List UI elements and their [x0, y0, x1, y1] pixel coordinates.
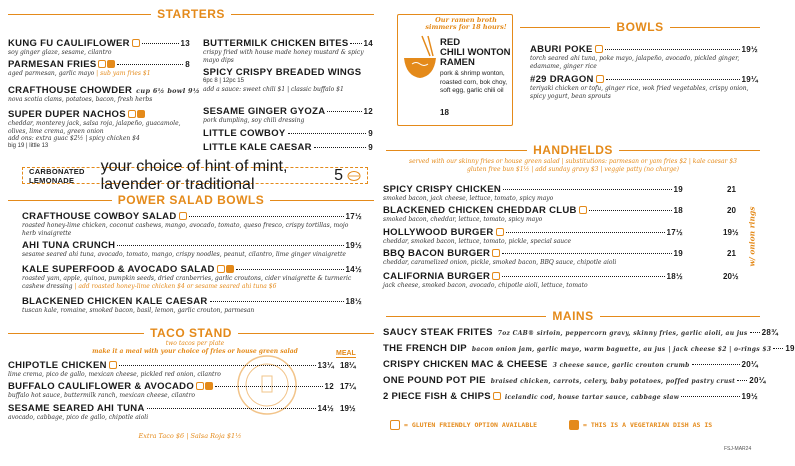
power-header — [8, 193, 374, 207]
item-name: CHIPOTLE CHICKEN — [8, 360, 107, 371]
menu-item — [383, 359, 758, 370]
menu-item — [8, 38, 190, 57]
menu-item — [383, 343, 795, 354]
item-price: 13¼ — [317, 361, 334, 370]
lemonade-price: 5 — [334, 166, 343, 184]
ramen-price: 18 — [440, 108, 449, 117]
menu-item — [8, 59, 190, 78]
item-name: BUFFALO CAULIFLOWER & AVOCADO — [8, 381, 195, 392]
item-name: ABURI POKE — [530, 44, 593, 55]
taco-meal-note: make it a meal with your choice of fries or house green salad — [92, 348, 298, 355]
gf-icon — [579, 206, 587, 214]
item-name: HOLLYWOOD BURGER — [383, 227, 494, 238]
menu-item — [530, 74, 758, 100]
gf-icon — [390, 420, 400, 430]
gf-icon — [595, 45, 603, 53]
menu-item — [22, 240, 362, 259]
starters-header — [8, 7, 374, 21]
item-desc: crispy fried with house made honey mustard & spicy mayo dips — [203, 49, 364, 64]
handhelds-header — [386, 143, 760, 157]
item-desc: teriyaki chicken or tofu, ginger rice, wok fried vegetables, crispy onion, spicy yogurt, bean sprouts — [530, 85, 749, 100]
ramen-name-line: RED — [440, 37, 461, 48]
item-price: 17½ — [666, 228, 683, 237]
item-desc: roasted yam, apple, quinoa, pumpkin seeds, dried cranberries, garlic croutons, cider vinaigrette & turmeric cashew dressing — [22, 275, 352, 290]
item-desc: roasted honey-lime chicken, coconut cashews, mango, avocado, tomato, queso fresco, crispy tortillas, mojo herb vinaigrette — [22, 222, 349, 237]
veg-icon — [205, 382, 213, 390]
gf-icon — [179, 212, 187, 220]
item-name: 2 PIECE FISH & CHIPS — [383, 391, 491, 402]
item-price: 19¼ — [741, 75, 758, 84]
item-name: CALIFORNIA BURGER — [383, 271, 491, 282]
item-desc: cheddar, monterey jack, salsa roja, jalapeño, guacamole, olives, lime crema, green onion — [8, 120, 181, 135]
item-name: SESAME SEARED AHI TUNA — [8, 403, 145, 414]
item-name: PARMESAN FRIES — [8, 59, 97, 70]
item-name: CRAFTHOUSE CHOWDER — [8, 85, 133, 96]
mains-title: MAINS — [552, 309, 594, 323]
item-price: 20¼ — [741, 360, 758, 369]
item-name: BUTTERMILK CHICKEN BITES — [203, 38, 349, 49]
item-price: 19 — [673, 185, 683, 194]
lemon-icon — [347, 170, 361, 182]
item-desc: torch seared ahi tuna, poke mayo, jalapeño, avocado, pickled ginger, edamame, ginger rice — [530, 55, 740, 70]
item-desc: bacon onion jam, garlic mayo, warm baguette, au jus — [471, 346, 666, 353]
item-desc: 3 cheese sauce, garlic crouton crumb — [552, 362, 690, 369]
bowls-header — [520, 20, 760, 34]
item-price: 28¾ — [761, 328, 779, 337]
menu-item — [530, 44, 758, 70]
item-desc: buffalo hot sauce, buttermilk ranch, mexican cheese, cilantro — [8, 392, 195, 399]
lemonade-box — [22, 157, 368, 193]
item-desc: icelandic cod, house tartar sauce, cabbage slaw — [504, 394, 680, 401]
item-name: THE FRENCH DIP — [383, 343, 467, 354]
onion-rings-price: 20½ — [723, 272, 739, 281]
lemonade-name: CARBONATED LEMONADE — [29, 166, 85, 185]
item-price: 20¼ — [749, 376, 766, 385]
item-desc: cheddar, smoked bacon, lettuce, tomato, pickle, special sauce — [383, 238, 572, 245]
item-desc: aged parmesan, garlic mayo — [8, 70, 95, 77]
menu-item — [203, 128, 373, 139]
meal-price: 19½ — [340, 404, 356, 413]
item-name: LITTLE KALE CAESAR — [203, 142, 312, 153]
item-desc: jack cheese, smoked bacon, avocado, chipotle aioli, lettuce, tomato — [383, 282, 588, 289]
menu-item — [8, 109, 196, 150]
menu-item — [203, 38, 373, 64]
menu-item — [383, 227, 683, 246]
item-price: 19½ — [741, 392, 758, 401]
taco-title: TACO STAND — [150, 326, 232, 340]
gf-icon — [132, 39, 140, 47]
menu-item — [8, 403, 334, 422]
menu-item — [203, 142, 373, 153]
item-price: 12 — [324, 382, 334, 391]
gf-icon — [596, 75, 604, 83]
item-extra: add ons: extra guac $2½ | spicy chicken $4 — [8, 135, 140, 142]
item-name: KALE SUPERFOOD & AVOCADO SALAD — [22, 264, 215, 275]
item-price: 8 — [185, 60, 190, 69]
item-extra: | add roasted honey-lime chicken $4 or sesame seared ahi tuna $6 — [74, 282, 277, 290]
menu-item — [383, 327, 779, 338]
menu-item — [383, 271, 683, 290]
legend-veg-text: = THIS IS A VEGETARIAN DISH AS IS — [583, 421, 713, 429]
taco-header — [8, 326, 374, 340]
gf-icon — [196, 382, 204, 390]
menu-item — [203, 106, 373, 125]
item-name: SAUCY STEAK FRITES — [383, 327, 493, 338]
taco-footer: Extra Taco $6 | Salsa Roja $1½ — [138, 432, 242, 440]
menu-item — [203, 67, 373, 93]
item-name: ONE POUND POT PIE — [383, 375, 486, 386]
legend-gf — [388, 420, 537, 430]
item-extra: | sub yam fries $1 — [96, 70, 151, 77]
menu-item — [22, 264, 362, 290]
item-price: 9 — [368, 143, 373, 152]
item-desc: lime crema, pico de gallo, mexican cheese, pickled red onion, cilantro — [8, 371, 221, 378]
item-desc: 7oz CAB® sirloin, peppercorn gravy, skinny fries, garlic aioli, au jus — [497, 330, 748, 337]
handhelds-title: HANDHELDS — [533, 143, 613, 157]
item-sizes: 6pc 8 | 12pc 15 — [203, 78, 244, 84]
item-price: 14 — [363, 39, 373, 48]
item-price: 14½ — [317, 404, 334, 413]
ramen-desc: pork & shrimp wonton, roasted corn, bok choy, soft egg, garlic chili oil — [440, 70, 508, 94]
onion-rings-price: 20 — [727, 206, 736, 215]
gf-icon — [109, 361, 117, 369]
menu-item — [8, 360, 334, 379]
legend-gf-text: = GLUTEN FRIENDLY OPTION AVAILABLE — [404, 421, 538, 429]
item-desc: soy ginger glaze, sesame, cilantro — [8, 49, 112, 56]
item-extra: | jack cheese $2 | o-rings $3 — [668, 346, 772, 353]
ramen-note: Our ramen broth simmers for 18 hours! — [425, 16, 507, 31]
menu-item — [8, 381, 334, 400]
onion-rings-label: w/ onion rings — [747, 206, 757, 266]
item-name: SPICY CRISPY CHICKEN — [383, 184, 502, 195]
menu-item — [8, 85, 200, 104]
item-sizes: big 19 | little 13 — [8, 142, 49, 149]
ramen-name-line: CHILI WONTON — [440, 47, 511, 58]
menu-item — [383, 184, 683, 203]
gf-icon — [492, 249, 500, 257]
gf-icon — [492, 272, 500, 280]
item-sizes: cup 6½ bowl 9½ — [136, 87, 200, 95]
item-price: 18 — [673, 206, 683, 215]
bowls-title: BOWLS — [616, 20, 664, 34]
power-title: POWER SALAD BOWLS — [117, 193, 265, 207]
item-name: AHI TUNA CRUNCH — [22, 240, 116, 251]
meal-price: 18¼ — [340, 361, 356, 370]
item-name: BBQ BACON BURGER — [383, 248, 491, 259]
veg-icon — [107, 60, 115, 68]
gf-icon — [217, 265, 225, 273]
item-name: KUNG FU CAULIFLOWER — [8, 38, 130, 49]
menu-item — [383, 205, 683, 224]
item-desc: braised chicken, carrots, celery, baby potatoes, poffed pastry crust — [490, 378, 736, 385]
meal-price: 17¼ — [340, 382, 356, 391]
item-desc: avocado, cabbage, pico de gallo, chipotle aioli — [8, 414, 149, 421]
menu-item — [383, 375, 766, 386]
ramen-bowl-icon — [400, 34, 440, 82]
lemonade-desc: your choice of hint of mint, lavender or traditional — [100, 157, 288, 193]
item-price: 19½ — [741, 45, 758, 54]
onion-rings-label-wrap — [746, 196, 758, 276]
starters-title: STARTERS — [157, 7, 225, 21]
gf-icon — [493, 392, 501, 400]
gf-icon — [128, 110, 136, 118]
item-price: 19 — [785, 344, 795, 353]
gf-icon — [98, 60, 106, 68]
veg-icon — [137, 110, 145, 118]
item-desc: tuscan kale, romaine, smoked bacon, basil, lemon, garlic crouton, parmesan — [22, 307, 255, 314]
item-price: 13 — [180, 39, 190, 48]
handhelds-note: gluten free bun $1½ | add sunday gravy $3 | veggie patty (no charge) — [466, 166, 679, 173]
item-price: 19 — [673, 249, 683, 258]
item-name: BLACKENED CHICKEN KALE CAESAR — [22, 296, 208, 307]
item-name: BLACKENED CHICKEN CHEDDAR CLUB — [383, 205, 577, 216]
taco-subtitle: two tacos per plate — [165, 340, 225, 347]
meal-label: MEAL — [336, 350, 356, 357]
menu-code: FSJ-MAR24 — [724, 446, 752, 452]
onion-rings-price: 21 — [727, 249, 736, 258]
item-name: #29 DRAGON — [530, 74, 594, 85]
veg-icon — [569, 420, 579, 430]
item-desc: nova scotia clams, potatoes, bacon, fresh herbs — [8, 96, 153, 103]
item-price: 19½ — [345, 241, 362, 250]
item-desc: cheddar, caramelized onion, pickle, smoked bacon, BBQ sauce, chipotle aioli — [383, 259, 617, 266]
item-price: 14½ — [345, 265, 362, 274]
item-desc: pork dumpling, soy chili dressing — [203, 117, 305, 124]
menu-item — [383, 248, 683, 267]
item-name: CRISPY CHICKEN MAC & CHEESE — [383, 359, 548, 370]
item-desc: smoked bacon, cheddar, lettuce, tomato, spicy mayo — [383, 216, 543, 223]
item-name: SPICY CRISPY BREADED WINGS — [203, 67, 362, 78]
item-name: LITTLE COWBOY — [203, 128, 286, 139]
handhelds-note: served with our skinny fries or house green salad | substitutions: parmesan or yam fries $2 | kale caesar $3 — [409, 158, 737, 165]
item-price: 18½ — [666, 272, 683, 281]
item-price: 17½ — [345, 212, 362, 221]
ramen-item — [440, 38, 512, 68]
item-desc: sesame seared ahi tuna, avocado, tomato, mango, crispy noodles, peanut, cilantro, lime ginger vinaigrette — [22, 251, 346, 258]
gf-icon — [496, 228, 504, 236]
ramen-name-line: RAMEN — [440, 57, 475, 68]
item-price: 9 — [368, 129, 373, 138]
onion-rings-price: 19½ — [723, 228, 739, 237]
item-price: 12 — [363, 107, 373, 116]
legend-veg — [568, 420, 712, 430]
item-name: SUPER DUPER NACHOS — [8, 109, 126, 120]
menu-item — [22, 296, 362, 315]
item-name: SESAME GINGER GYOZA — [203, 106, 326, 117]
veg-icon — [226, 265, 234, 273]
menu-item — [22, 211, 362, 237]
item-extra: add a sauce: sweet chili $1 | classic buffalo $1 — [203, 85, 344, 93]
mains-header — [386, 309, 760, 323]
item-price: 18½ — [345, 297, 362, 306]
item-name: CRAFTHOUSE COWBOY SALAD — [22, 211, 177, 222]
menu-item — [383, 391, 758, 402]
item-desc: smoked bacon, jack cheese, lettuce, tomato, spicy mayo — [383, 195, 554, 202]
onion-rings-price: 21 — [727, 185, 736, 194]
